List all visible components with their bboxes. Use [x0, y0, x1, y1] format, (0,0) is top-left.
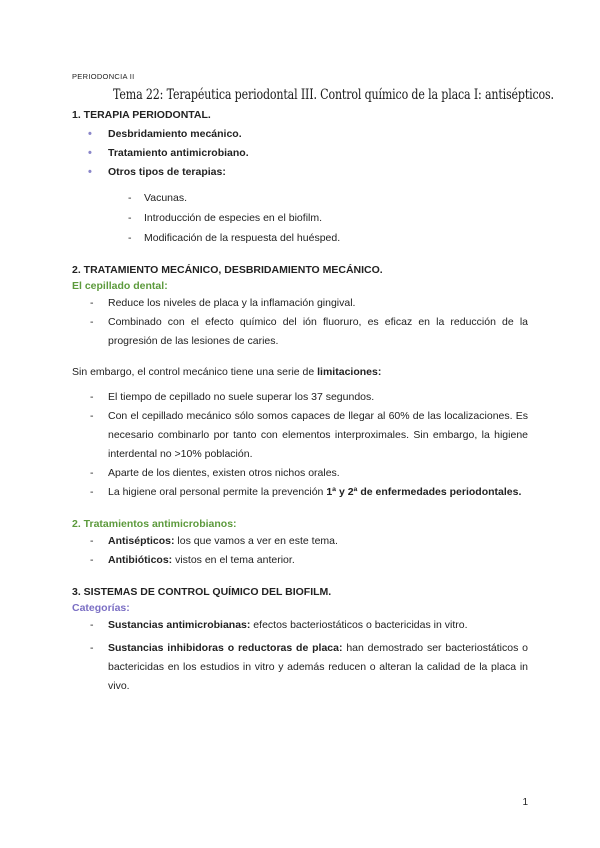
bullet-item: • Desbridamiento mecánico. — [72, 125, 528, 144]
bullet-item: • Tratamiento antimicrobiano. — [72, 144, 528, 163]
list-item: - Antibióticos: vistos en el tema anterior. — [72, 551, 528, 570]
page-number: 1 — [522, 797, 528, 808]
course-header: PERIODONCIA II — [72, 72, 135, 81]
document-title: Tema 22: Terapéutica periodontal III. Control químico de la placa I: antisépticos. — [113, 87, 554, 103]
sub-item: - Modificación de la respuesta del huésped. — [72, 228, 528, 248]
bullet-item: • Otros tipos de terapias: — [72, 163, 528, 182]
list-item: - Sustancias antimicrobianas: efectos bacteriostáticos o bactericidas in vitro. — [72, 616, 528, 635]
list-item: - Aparte de los dientes, existen otros nichos orales. — [72, 464, 528, 483]
section-3-items — [72, 616, 528, 696]
limitations-list — [72, 388, 528, 502]
section-2b-heading: 2. Tratamientos antimicrobianos: — [72, 518, 237, 530]
section-2-items — [72, 294, 528, 351]
list-item: - Combinado con el efecto químico del ión fluoruro, es eficaz en la reducción de la progresión de las lesiones de caries. — [72, 313, 528, 351]
list-item: - La higiene oral personal permite la prevención 1ª y 2ª de enfermedades periodontales. — [72, 483, 528, 502]
section-1-subitems — [72, 188, 528, 248]
limitations-intro: Sin embargo, el control mecánico tiene una serie de limitaciones: — [72, 366, 382, 378]
section-3-heading: 3. SISTEMAS DE CONTROL QUÍMICO DEL BIOFILM. — [72, 586, 332, 598]
list-item: - Con el cepillado mecánico sólo somos capaces de llegar al 60% de las localizaciones. Es necesario combinarlo por tanto con elementos interproximales. Sin embargo, la higiene interdental no >10% población. — [72, 407, 528, 464]
section-2b-items — [72, 532, 528, 570]
section-1-heading: 1. TERAPIA PERIODONTAL. — [72, 109, 211, 121]
section-3-subheading: Categorías: — [72, 602, 130, 614]
list-item: - Reduce los niveles de placa y la inflamación gingival. — [72, 294, 528, 313]
section-1-bullets — [72, 125, 528, 182]
list-item: - Antisépticos: los que vamos a ver en este tema. — [72, 532, 528, 551]
sub-item: - Vacunas. — [72, 188, 528, 208]
section-2-subheading: El cepillado dental: — [72, 280, 168, 292]
section-2-heading: 2. TRATAMIENTO MECÁNICO, DESBRIDAMIENTO MECÁNICO. — [72, 264, 383, 276]
list-item: - Sustancias inhibidoras o reductoras de placa: han demostrado ser bacteriostáticos o bactericidas en los estudios in vitro y además reducen o alteran la calidad de la placa in vivo. — [72, 639, 528, 696]
sub-item: - Introducción de especies en el biofilm. — [72, 208, 528, 228]
list-item: - El tiempo de cepillado no suele superar los 37 segundos. — [72, 388, 528, 407]
